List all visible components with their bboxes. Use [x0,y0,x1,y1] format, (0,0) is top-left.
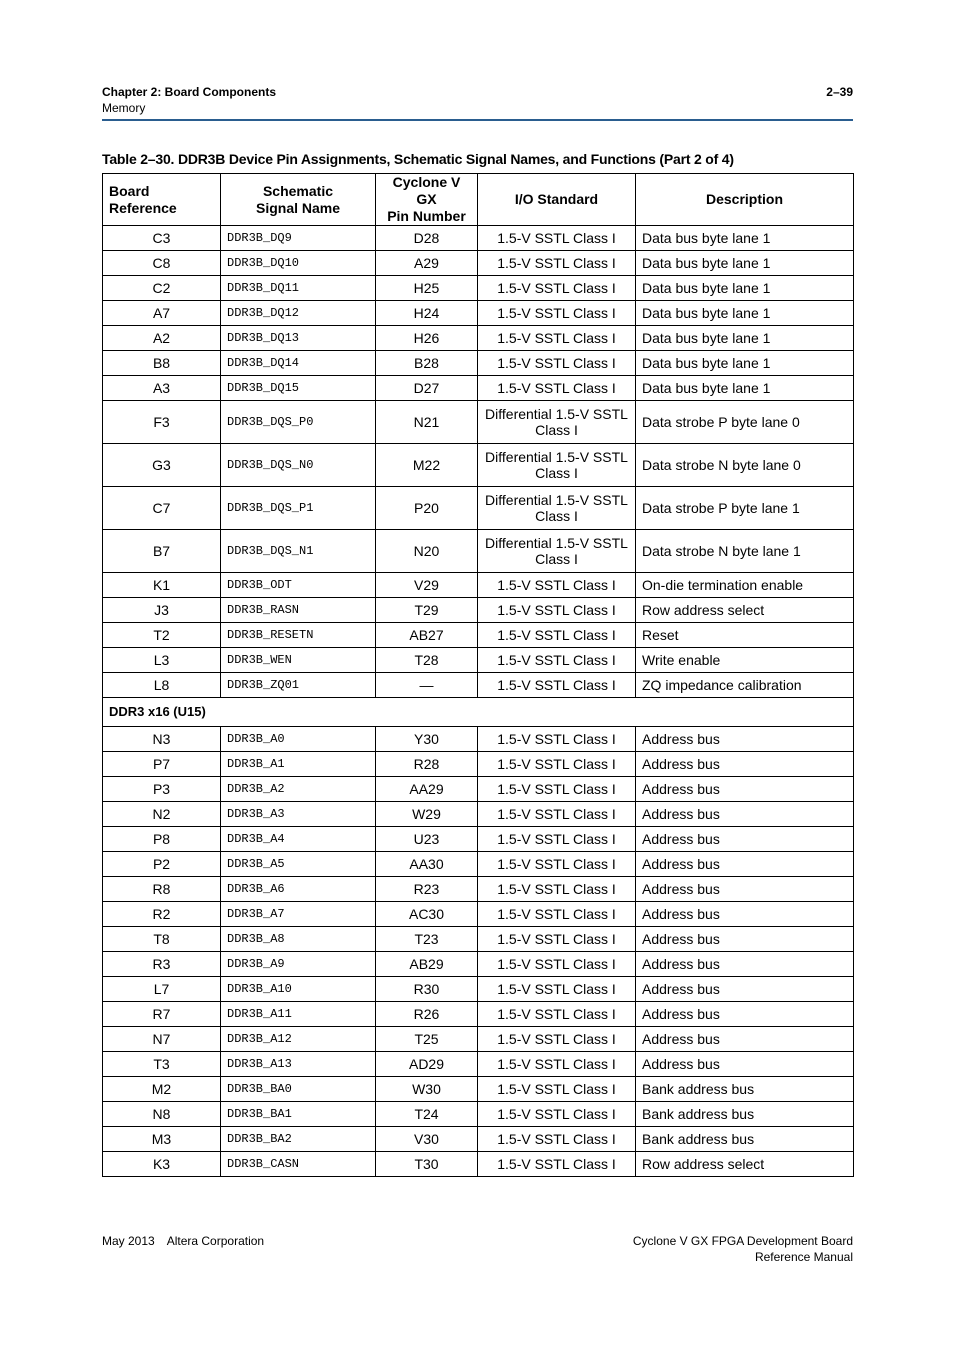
description-cell: Address bus [636,777,854,802]
io-standard-cell: 1.5-V SSTL Class I [478,1102,636,1127]
signal-name-cell: DDR3B_BA2 [221,1127,376,1152]
description-cell: Row address select [636,598,854,623]
board-ref-cell: P3 [103,777,221,802]
col-header-pin-line2: Pin Number [387,208,466,224]
pin-number-cell: P20 [376,487,478,530]
description-cell: Data bus byte lane 1 [636,351,854,376]
chapter-title: Chapter 2: Board Components [102,85,277,99]
pin-number-cell: H25 [376,276,478,301]
table-row [103,752,854,777]
signal-name-cell: DDR3B_DQ10 [221,251,376,276]
table-row [103,1052,854,1077]
description-cell: Address bus [636,977,854,1002]
pin-assignment-table [102,173,854,1177]
footer-company: Altera Corporation [166,1234,265,1248]
io-standard-cell: 1.5-V SSTL Class I [478,877,636,902]
board-ref-cell: P2 [103,852,221,877]
board-ref-cell: B8 [103,351,221,376]
io-standard-cell: Differential 1.5-V SSTL Class I [478,487,636,530]
io-standard-cell: 1.5-V SSTL Class I [478,1127,636,1152]
table-row [103,251,854,276]
board-ref-cell: B7 [103,530,221,573]
io-standard-cell: Differential 1.5-V SSTL Class I [478,401,636,444]
io-standard-cell: 1.5-V SSTL Class I [478,376,636,401]
table-row [103,673,854,698]
io-standard-cell: 1.5-V SSTL Class I [478,1152,636,1177]
description-cell: Row address select [636,1152,854,1177]
io-standard-cell: 1.5-V SSTL Class I [478,977,636,1002]
board-ref-cell: C7 [103,487,221,530]
description-cell: Bank address bus [636,1102,854,1127]
pin-number-cell: AA29 [376,777,478,802]
description-cell: Data strobe P byte lane 0 [636,401,854,444]
pin-number-cell: V29 [376,573,478,598]
board-ref-cell: R7 [103,1002,221,1027]
description-cell: Data strobe P byte lane 1 [636,487,854,530]
footer-date: May 2013 [102,1234,155,1248]
pin-number-cell: T24 [376,1102,478,1127]
board-ref-cell: M3 [103,1127,221,1152]
pin-number-cell: W30 [376,1077,478,1102]
io-standard-cell: 1.5-V SSTL Class I [478,1052,636,1077]
signal-name-cell: DDR3B_DQ12 [221,301,376,326]
signal-name-cell: DDR3B_A5 [221,852,376,877]
board-ref-cell: C3 [103,226,221,251]
table-row [103,487,854,530]
board-ref-cell: A7 [103,301,221,326]
pin-number-cell: D28 [376,226,478,251]
signal-name-cell: DDR3B_DQ13 [221,326,376,351]
io-standard-cell: 1.5-V SSTL Class I [478,927,636,952]
table-row [103,623,854,648]
signal-name-cell: DDR3B_DQ9 [221,226,376,251]
section-title: Memory [102,101,146,115]
signal-name-cell: DDR3B_WEN [221,648,376,673]
description-cell: Data bus byte lane 1 [636,376,854,401]
pin-number-cell: — [376,673,478,698]
table-row [103,401,854,444]
col-header-io: I/O Standard [478,174,636,226]
signal-name-cell: DDR3B_A7 [221,902,376,927]
table-row [103,598,854,623]
io-standard-cell: 1.5-V SSTL Class I [478,752,636,777]
table-row [103,852,854,877]
io-standard-cell: 1.5-V SSTL Class I [478,226,636,251]
pin-number-cell: M22 [376,444,478,487]
table-row [103,1102,854,1127]
col-header-desc: Description [636,174,854,226]
description-cell: Address bus [636,827,854,852]
pin-number-cell: T25 [376,1027,478,1052]
table-row [103,777,854,802]
table-body-part1 [103,226,854,698]
table-row [103,802,854,827]
io-standard-cell: 1.5-V SSTL Class I [478,351,636,376]
table-body-part2 [103,727,854,1177]
description-cell: Bank address bus [636,1077,854,1102]
description-cell: Address bus [636,802,854,827]
col-header-signal-line2: Signal Name [255,199,341,216]
board-ref-cell: A2 [103,326,221,351]
section-row [103,698,854,727]
description-cell: Address bus [636,877,854,902]
description-cell: Address bus [636,752,854,777]
signal-name-cell: DDR3B_DQ11 [221,276,376,301]
signal-name-cell: DDR3B_DQS_N1 [221,530,376,573]
io-standard-cell: 1.5-V SSTL Class I [478,1077,636,1102]
pin-number-cell: AB29 [376,952,478,977]
io-standard-cell: 1.5-V SSTL Class I [478,902,636,927]
board-ref-cell: K3 [103,1152,221,1177]
pin-number-cell: T28 [376,648,478,673]
description-cell: On-die termination enable [636,573,854,598]
description-cell: Data bus byte lane 1 [636,276,854,301]
signal-name-cell: DDR3B_DQS_P1 [221,487,376,530]
pin-number-cell: AB27 [376,623,478,648]
io-standard-cell: 1.5-V SSTL Class I [478,1027,636,1052]
table-row [103,827,854,852]
signal-name-cell: DDR3B_A4 [221,827,376,852]
footer-doc-title: Cyclone V GX FPGA Development Board [632,1234,853,1248]
table-row [103,927,854,952]
header-left [102,84,276,116]
pin-number-cell: T29 [376,598,478,623]
board-ref-cell: N8 [103,1102,221,1127]
table-row [103,1127,854,1152]
board-ref-cell: N3 [103,727,221,752]
io-standard-cell: 1.5-V SSTL Class I [478,727,636,752]
table-row [103,1077,854,1102]
io-standard-cell: 1.5-V SSTL Class I [478,573,636,598]
board-ref-cell: T8 [103,927,221,952]
table-row [103,727,854,752]
board-ref-cell: P7 [103,752,221,777]
description-cell: Data bus byte lane 1 [636,326,854,351]
description-cell: Address bus [636,902,854,927]
board-ref-cell: J3 [103,598,221,623]
table-row [103,530,854,573]
description-cell: Address bus [636,1002,854,1027]
io-standard-cell: 1.5-V SSTL Class I [478,301,636,326]
description-cell: Reset [636,623,854,648]
table-row [103,226,854,251]
board-ref-cell: L3 [103,648,221,673]
board-ref-cell: R8 [103,877,221,902]
description-cell: Data bus byte lane 1 [636,251,854,276]
board-ref-cell: R2 [103,902,221,927]
board-ref-cell: C2 [103,276,221,301]
io-standard-cell: 1.5-V SSTL Class I [478,326,636,351]
description-cell: ZQ impedance calibration [636,673,854,698]
signal-name-cell: DDR3B_RASN [221,598,376,623]
signal-name-cell: DDR3B_DQ14 [221,351,376,376]
col-header-pin [376,174,478,226]
signal-name-cell: DDR3B_A10 [221,977,376,1002]
pin-number-cell: U23 [376,827,478,852]
pin-number-cell: W29 [376,802,478,827]
table-header-row [103,174,854,226]
board-ref-cell: N7 [103,1027,221,1052]
pin-number-cell: T23 [376,927,478,952]
description-cell: Address bus [636,952,854,977]
table-row [103,1152,854,1177]
io-standard-cell: 1.5-V SSTL Class I [478,1002,636,1027]
col-header-board-ref: Board Reference [103,174,221,226]
io-standard-cell: 1.5-V SSTL Class I [478,623,636,648]
board-ref-cell: T2 [103,623,221,648]
footer-right [633,1233,853,1265]
description-cell: Address bus [636,727,854,752]
io-standard-cell: 1.5-V SSTL Class I [478,777,636,802]
description-cell: Address bus [636,927,854,952]
board-ref-cell: P8 [103,827,221,852]
board-ref-cell: N2 [103,802,221,827]
board-ref-cell: M2 [103,1077,221,1102]
board-ref-cell: L8 [103,673,221,698]
pin-number-cell: T30 [376,1152,478,1177]
description-cell: Write enable [636,648,854,673]
signal-name-cell: DDR3B_A6 [221,877,376,902]
pin-number-cell: H26 [376,326,478,351]
signal-name-cell: DDR3B_A0 [221,727,376,752]
table-row [103,351,854,376]
table-row [103,1027,854,1052]
footer-left [102,1233,264,1249]
signal-name-cell: DDR3B_A13 [221,1052,376,1077]
pin-number-cell: R26 [376,1002,478,1027]
pin-number-cell: R30 [376,977,478,1002]
table-row [103,1002,854,1027]
io-standard-cell: 1.5-V SSTL Class I [478,952,636,977]
pin-number-cell: H24 [376,301,478,326]
io-standard-cell: 1.5-V SSTL Class I [478,827,636,852]
pin-number-cell: N20 [376,530,478,573]
board-ref-cell: K1 [103,573,221,598]
table-row [103,326,854,351]
pin-number-cell: R28 [376,752,478,777]
board-ref-cell: G3 [103,444,221,487]
table-row [103,977,854,1002]
pin-number-cell: R23 [376,877,478,902]
table-row [103,648,854,673]
col-header-pin-line1: Cyclone V GX [392,174,461,207]
io-standard-cell: 1.5-V SSTL Class I [478,251,636,276]
io-standard-cell: 1.5-V SSTL Class I [478,276,636,301]
pin-number-cell: D27 [376,376,478,401]
table-row [103,573,854,598]
pin-number-cell: AD29 [376,1052,478,1077]
table-row [103,276,854,301]
table-row [103,444,854,487]
pin-number-cell: A29 [376,251,478,276]
signal-name-cell: DDR3B_ODT [221,573,376,598]
section-label: DDR3 x16 (U15) [103,698,854,727]
board-ref-cell: R3 [103,952,221,977]
signal-name-cell: DDR3B_DQ15 [221,376,376,401]
pin-number-cell: N21 [376,401,478,444]
signal-name-cell: DDR3B_A2 [221,777,376,802]
signal-name-cell: DDR3B_A12 [221,1027,376,1052]
board-ref-cell: T3 [103,1052,221,1077]
signal-name-cell: DDR3B_RESETN [221,623,376,648]
page-number: 2–39 [826,85,853,99]
io-standard-cell: Differential 1.5-V SSTL Class I [478,444,636,487]
signal-name-cell: DDR3B_CASN [221,1152,376,1177]
table-caption: Table 2–30. DDR3B Device Pin Assignments, Schematic Signal Names, and Functions (Part 2 of 4) [102,151,734,167]
description-cell: Address bus [636,1027,854,1052]
table-row [103,301,854,326]
board-ref-cell: A3 [103,376,221,401]
signal-name-cell: DDR3B_DQS_N0 [221,444,376,487]
description-cell: Data bus byte lane 1 [636,301,854,326]
io-standard-cell: Differential 1.5-V SSTL Class I [478,530,636,573]
io-standard-cell: 1.5-V SSTL Class I [478,598,636,623]
board-ref-cell: F3 [103,401,221,444]
signal-name-cell: DDR3B_DQS_P0 [221,401,376,444]
signal-name-cell: DDR3B_A3 [221,802,376,827]
col-header-signal-line1: Schematic [262,182,334,199]
signal-name-cell: DDR3B_BA1 [221,1102,376,1127]
description-cell: Bank address bus [636,1127,854,1152]
description-cell: Address bus [636,852,854,877]
signal-name-cell: DDR3B_ZQ01 [221,673,376,698]
signal-name-cell: DDR3B_A1 [221,752,376,777]
pin-number-cell: B28 [376,351,478,376]
signal-name-cell: DDR3B_A8 [221,927,376,952]
io-standard-cell: 1.5-V SSTL Class I [478,852,636,877]
signal-name-cell: DDR3B_A11 [221,1002,376,1027]
io-standard-cell: 1.5-V SSTL Class I [478,673,636,698]
table-row [103,376,854,401]
pin-number-cell: AA30 [376,852,478,877]
table-row [103,877,854,902]
table-row [103,952,854,977]
description-cell: Address bus [636,1052,854,1077]
header-rule [102,119,853,121]
board-ref-cell: L7 [103,977,221,1002]
signal-name-cell: DDR3B_BA0 [221,1077,376,1102]
io-standard-cell: 1.5-V SSTL Class I [478,648,636,673]
pin-number-cell: V30 [376,1127,478,1152]
pin-number-cell: Y30 [376,727,478,752]
description-cell: Data bus byte lane 1 [636,226,854,251]
description-cell: Data strobe N byte lane 1 [636,530,854,573]
table-section [103,698,854,727]
col-header-signal [221,174,376,226]
board-ref-cell: C8 [103,251,221,276]
description-cell: Data strobe N byte lane 0 [636,444,854,487]
signal-name-cell: DDR3B_A9 [221,952,376,977]
io-standard-cell: 1.5-V SSTL Class I [478,802,636,827]
table-row [103,902,854,927]
footer-doc-subtitle: Reference Manual [754,1250,853,1264]
pin-number-cell: AC30 [376,902,478,927]
